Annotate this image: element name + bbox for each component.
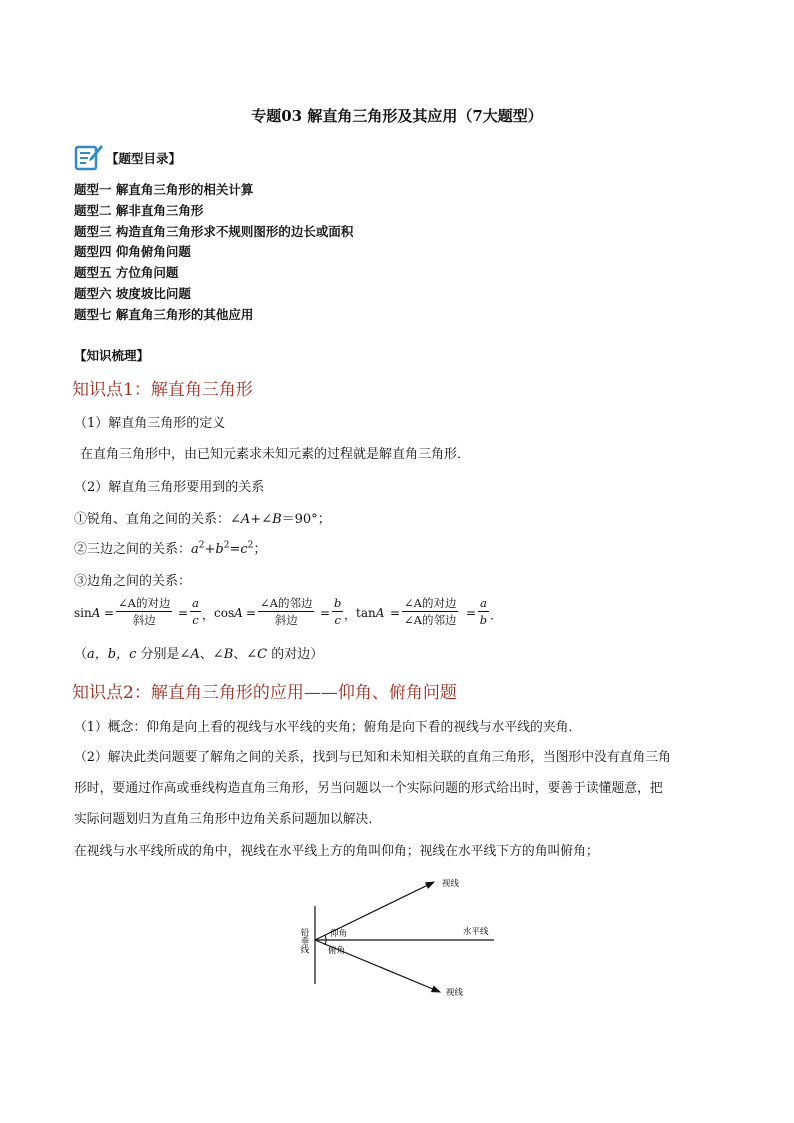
catalog-item[interactable]: 题型二 解非直角三角形 (74, 202, 204, 218)
sin-label: sinA (74, 606, 101, 620)
tan-fraction-words: ∠A的对边 ∠A的邻边 (404, 596, 457, 627)
definition-heading: （1）解直角三角形的定义 (74, 416, 226, 431)
knowledge-point-1-title: 知识点1：解直角三角形 (72, 380, 253, 400)
catalog-item[interactable]: 题型四 仰角俯角问题 (74, 244, 191, 260)
relations-heading: （2）解直角三角形要用到的关系 (74, 480, 265, 495)
cos-fraction-words: ∠A的邻边 斜边 (260, 596, 313, 627)
angle-relation: ①锐角、直角之间的关系：∠A+∠B＝90°； (74, 512, 331, 527)
catalog-item[interactable]: 题型七 解直角三角形的其他应用 (74, 306, 254, 322)
knowledge-heading: 【知识梳理】 (74, 348, 150, 363)
notepad-pencil-icon (74, 142, 104, 172)
elevation-arc (325, 935, 326, 940)
sight-label-lower: 视线 (446, 988, 464, 998)
catalog-item[interactable]: 题型一 解直角三角形的相关计算 (74, 182, 254, 197)
definition-text: 在直角三角形中，由已知元素求未知元素的过程就是解直角三角形． (80, 447, 471, 462)
catalog-item[interactable]: 题型三 构造直角三角形求不规则图形的边长或面积 (74, 223, 354, 239)
solution-text-line: 形时，要通过作高或垂线构造直角三角形，另当问题以一个实际问题的形式给出时，要善于读懂题意，把 (74, 781, 663, 796)
cos-fraction-letters: $\frac{b}{c}$ (334, 596, 342, 627)
side-relation: ②三边之间的关系：$a^2+b^2=c^2$； (74, 540, 267, 557)
concept-text: （1）概念：仰角是向上看的视线与水平线的夹角；俯角是向下看的视线与水平线的夹角． (74, 720, 582, 735)
catalog-header (74, 142, 374, 176)
tan-label: tanA (356, 606, 385, 620)
page-title: 专题03 解直角三角形及其应用（7大题型） (251, 107, 543, 125)
sin-fraction-letters: $\frac{a}{c}$ (192, 596, 199, 627)
horizontal-label: 水平线 (463, 927, 489, 937)
cos-label: cosA (214, 606, 243, 620)
elevation-depression-diagram (290, 872, 510, 1000)
tan-fraction-letters: $\frac{a}{b}$ (479, 596, 488, 627)
catalog-list (74, 180, 353, 326)
sin-fraction-words: ∠A的对边 斜边 (118, 596, 171, 627)
catalog-heading: 【题型目录】 (106, 151, 182, 166)
sight-label-upper: 视线 (442, 879, 460, 889)
catalog-item[interactable]: 题型六 坡度坡比问题 (74, 285, 191, 301)
knowledge-point-2-title: 知识点2：解直角三角形的应用——仰角、俯角问题 (72, 683, 457, 703)
catalog-item[interactable]: 题型五 方位角问题 (74, 265, 179, 281)
elevation-depression-definition: 在视线与水平线所成的角中，视线在水平线上方的角叫仰角；视线在水平线下方的角叫俯角； (74, 844, 599, 859)
solution-text-line: （2）解决此类问题要了解角之间的关系，找到与已知和未知相关联的直角三角形，当图形中没有直角三角 (74, 750, 671, 765)
elevation-label: 仰角 (330, 929, 348, 939)
solution-text-line: 实际问题划归为直角三角形中边角关系问题加以解决． (74, 812, 382, 827)
plumb-line-label: 铅垂线 (299, 928, 309, 954)
depression-label: 俯角 (328, 946, 346, 956)
side-angle-heading: ③边角之间的关系： (74, 574, 192, 589)
sides-note: （a，b，c 分别是∠A、∠B、∠C 的对边） (74, 647, 324, 662)
